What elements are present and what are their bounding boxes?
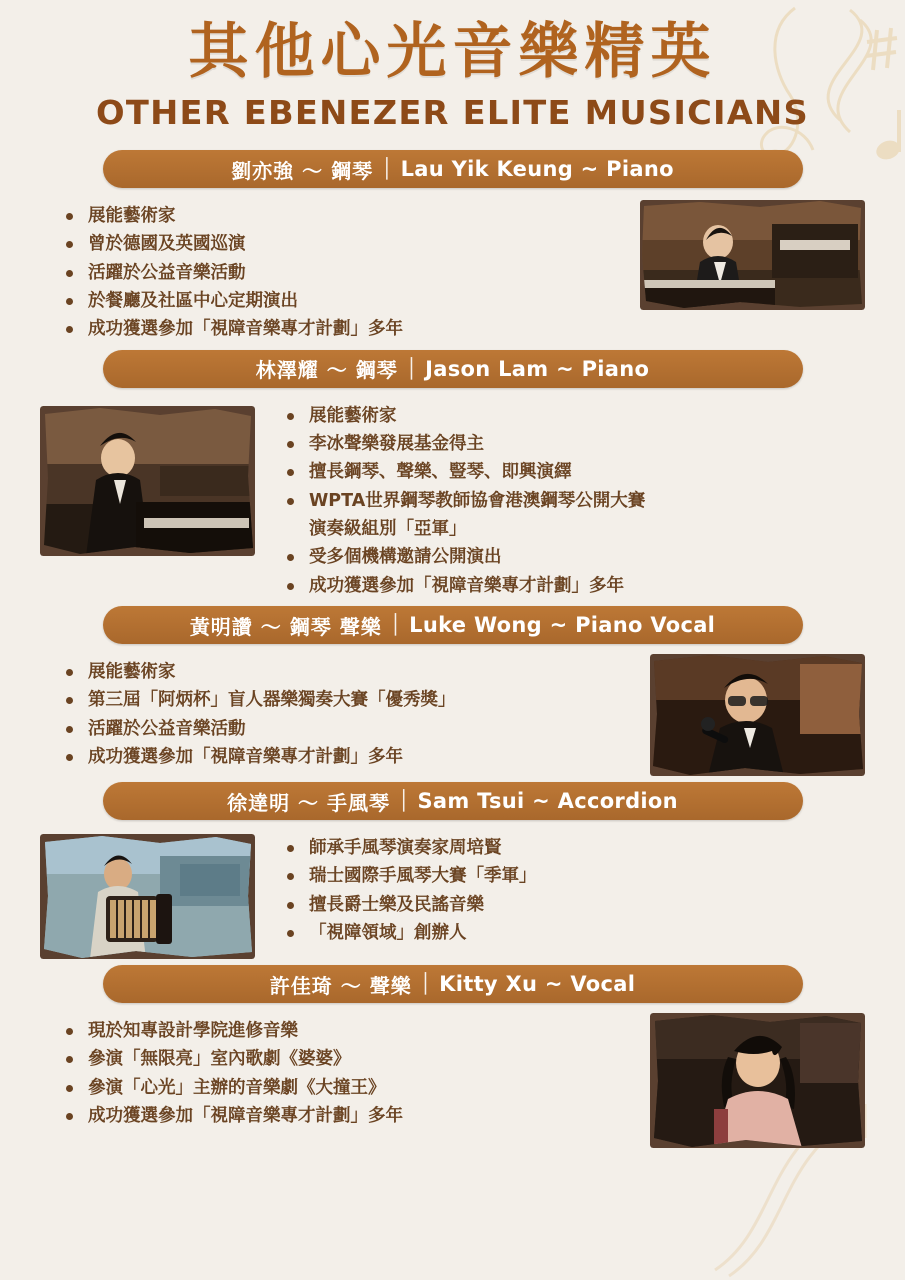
- list-item: 成功獲選參加「視障音樂專才計劃」多年: [58, 315, 634, 343]
- list-item: 活躍於公益音樂活動: [58, 715, 644, 743]
- musician-name-chinese: 黃明讚 〜 鋼琴 聲樂: [189, 614, 382, 639]
- list-item: 第三屆「阿炳杯」盲人器樂獨奏大賽「優秀獎」: [58, 686, 644, 714]
- list-item: 現於知專設計學院進修音樂: [58, 1017, 644, 1045]
- musician-name-bar[interactable]: [103, 965, 803, 1003]
- musician-section: [0, 606, 905, 782]
- photo-sam-tsui-accordion: [40, 834, 255, 959]
- musician-section: [0, 965, 905, 1154]
- musician-sections: [0, 150, 905, 1154]
- list-item: 「視障領域」創辦人: [279, 919, 865, 947]
- musician-name-chinese: 許佳琦 〜 聲樂: [269, 973, 412, 998]
- list-item: WPTA世界鋼琴教師協會港澳鋼琴公開大賽: [279, 487, 865, 515]
- musician-name-chinese: 徐達明 〜 手風琴: [227, 790, 391, 815]
- musician-name-bar[interactable]: [103, 782, 803, 820]
- photo-jason-lam-piano: [40, 406, 255, 556]
- musician-bullet-list: [40, 198, 634, 344]
- photo-kitty-xu-vocal: [650, 1013, 865, 1148]
- list-item: 於餐廳及社區中心定期演出: [58, 287, 634, 315]
- list-item: 師承手風琴演奏家周培賢: [279, 834, 865, 862]
- page-title-chinese: 其他心光音樂精英: [188, 17, 717, 87]
- list-item: 受多個機構邀請公開演出: [279, 543, 865, 571]
- page-title-english: OTHER EBENEZER ELITE MUSICIANS: [96, 93, 809, 132]
- list-item: 曾於德國及英國巡演: [58, 230, 634, 258]
- musician-bullet-list: [40, 654, 644, 771]
- list-item: 瑞士國際手風琴大賽「季軍」: [279, 862, 865, 890]
- list-item: 參演「無限亮」室內歌劇《婆婆》: [58, 1045, 644, 1073]
- name-separator: │: [405, 357, 418, 380]
- name-separator: │: [381, 158, 393, 180]
- musician-bullet-list: [40, 1013, 644, 1130]
- musician-name-english: Lau Yik Keung ~ Piano: [400, 157, 674, 181]
- musician-bullet-list: [261, 398, 865, 600]
- musician-name-english: Luke Wong ~ Piano Vocal: [409, 613, 716, 638]
- list-item: 展能藝術家: [58, 658, 644, 686]
- photo-lau-yik-keung-piano: [640, 200, 865, 310]
- name-separator: │: [419, 973, 432, 996]
- list-item: 擅長鋼琴、聲樂、豎琴、即興演繹: [279, 458, 865, 486]
- name-separator: │: [389, 614, 402, 637]
- list-item: 活躍於公益音樂活動: [58, 259, 634, 287]
- musician-section: [0, 350, 905, 606]
- musician-name-chinese: 劉亦強 〜 鋼琴: [231, 158, 374, 183]
- list-item: 參演「心光」主辦的音樂劇《大撞王》: [58, 1074, 644, 1102]
- musician-section: [0, 150, 905, 350]
- list-item-continuation: 演奏級組別「亞軍」: [309, 519, 467, 540]
- musician-name-bar[interactable]: [103, 150, 803, 188]
- musician-name-bar[interactable]: [103, 350, 803, 388]
- musician-name-english: Kitty Xu ~ Vocal: [439, 972, 636, 997]
- musician-section: [0, 782, 905, 965]
- musician-bullet-list: [261, 830, 865, 947]
- list-item: 展能藝術家: [279, 402, 865, 430]
- list-item: 成功獲選參加「視障音樂專才計劃」多年: [58, 1102, 644, 1130]
- page-header: [0, 0, 905, 132]
- list-item: 展能藝術家: [58, 202, 634, 230]
- name-separator: │: [398, 790, 410, 813]
- photo-luke-wong-piano-vocal: [650, 654, 865, 776]
- list-item: 擅長爵士樂及民謠音樂: [279, 891, 865, 919]
- list-item: 李冰聲樂發展基金得主: [279, 430, 865, 458]
- musician-name-bar[interactable]: [103, 606, 803, 644]
- musician-name-english: Jason Lam ~ Piano: [425, 356, 650, 381]
- musician-name-chinese: 林澤耀 〜 鋼琴: [255, 358, 398, 383]
- musician-name-english: Sam Tsui ~ Accordion: [417, 789, 678, 814]
- list-item: 成功獲選參加「視障音樂專才計劃」多年: [58, 743, 644, 771]
- list-item: 成功獲選參加「視障音樂專才計劃」多年: [279, 572, 865, 600]
